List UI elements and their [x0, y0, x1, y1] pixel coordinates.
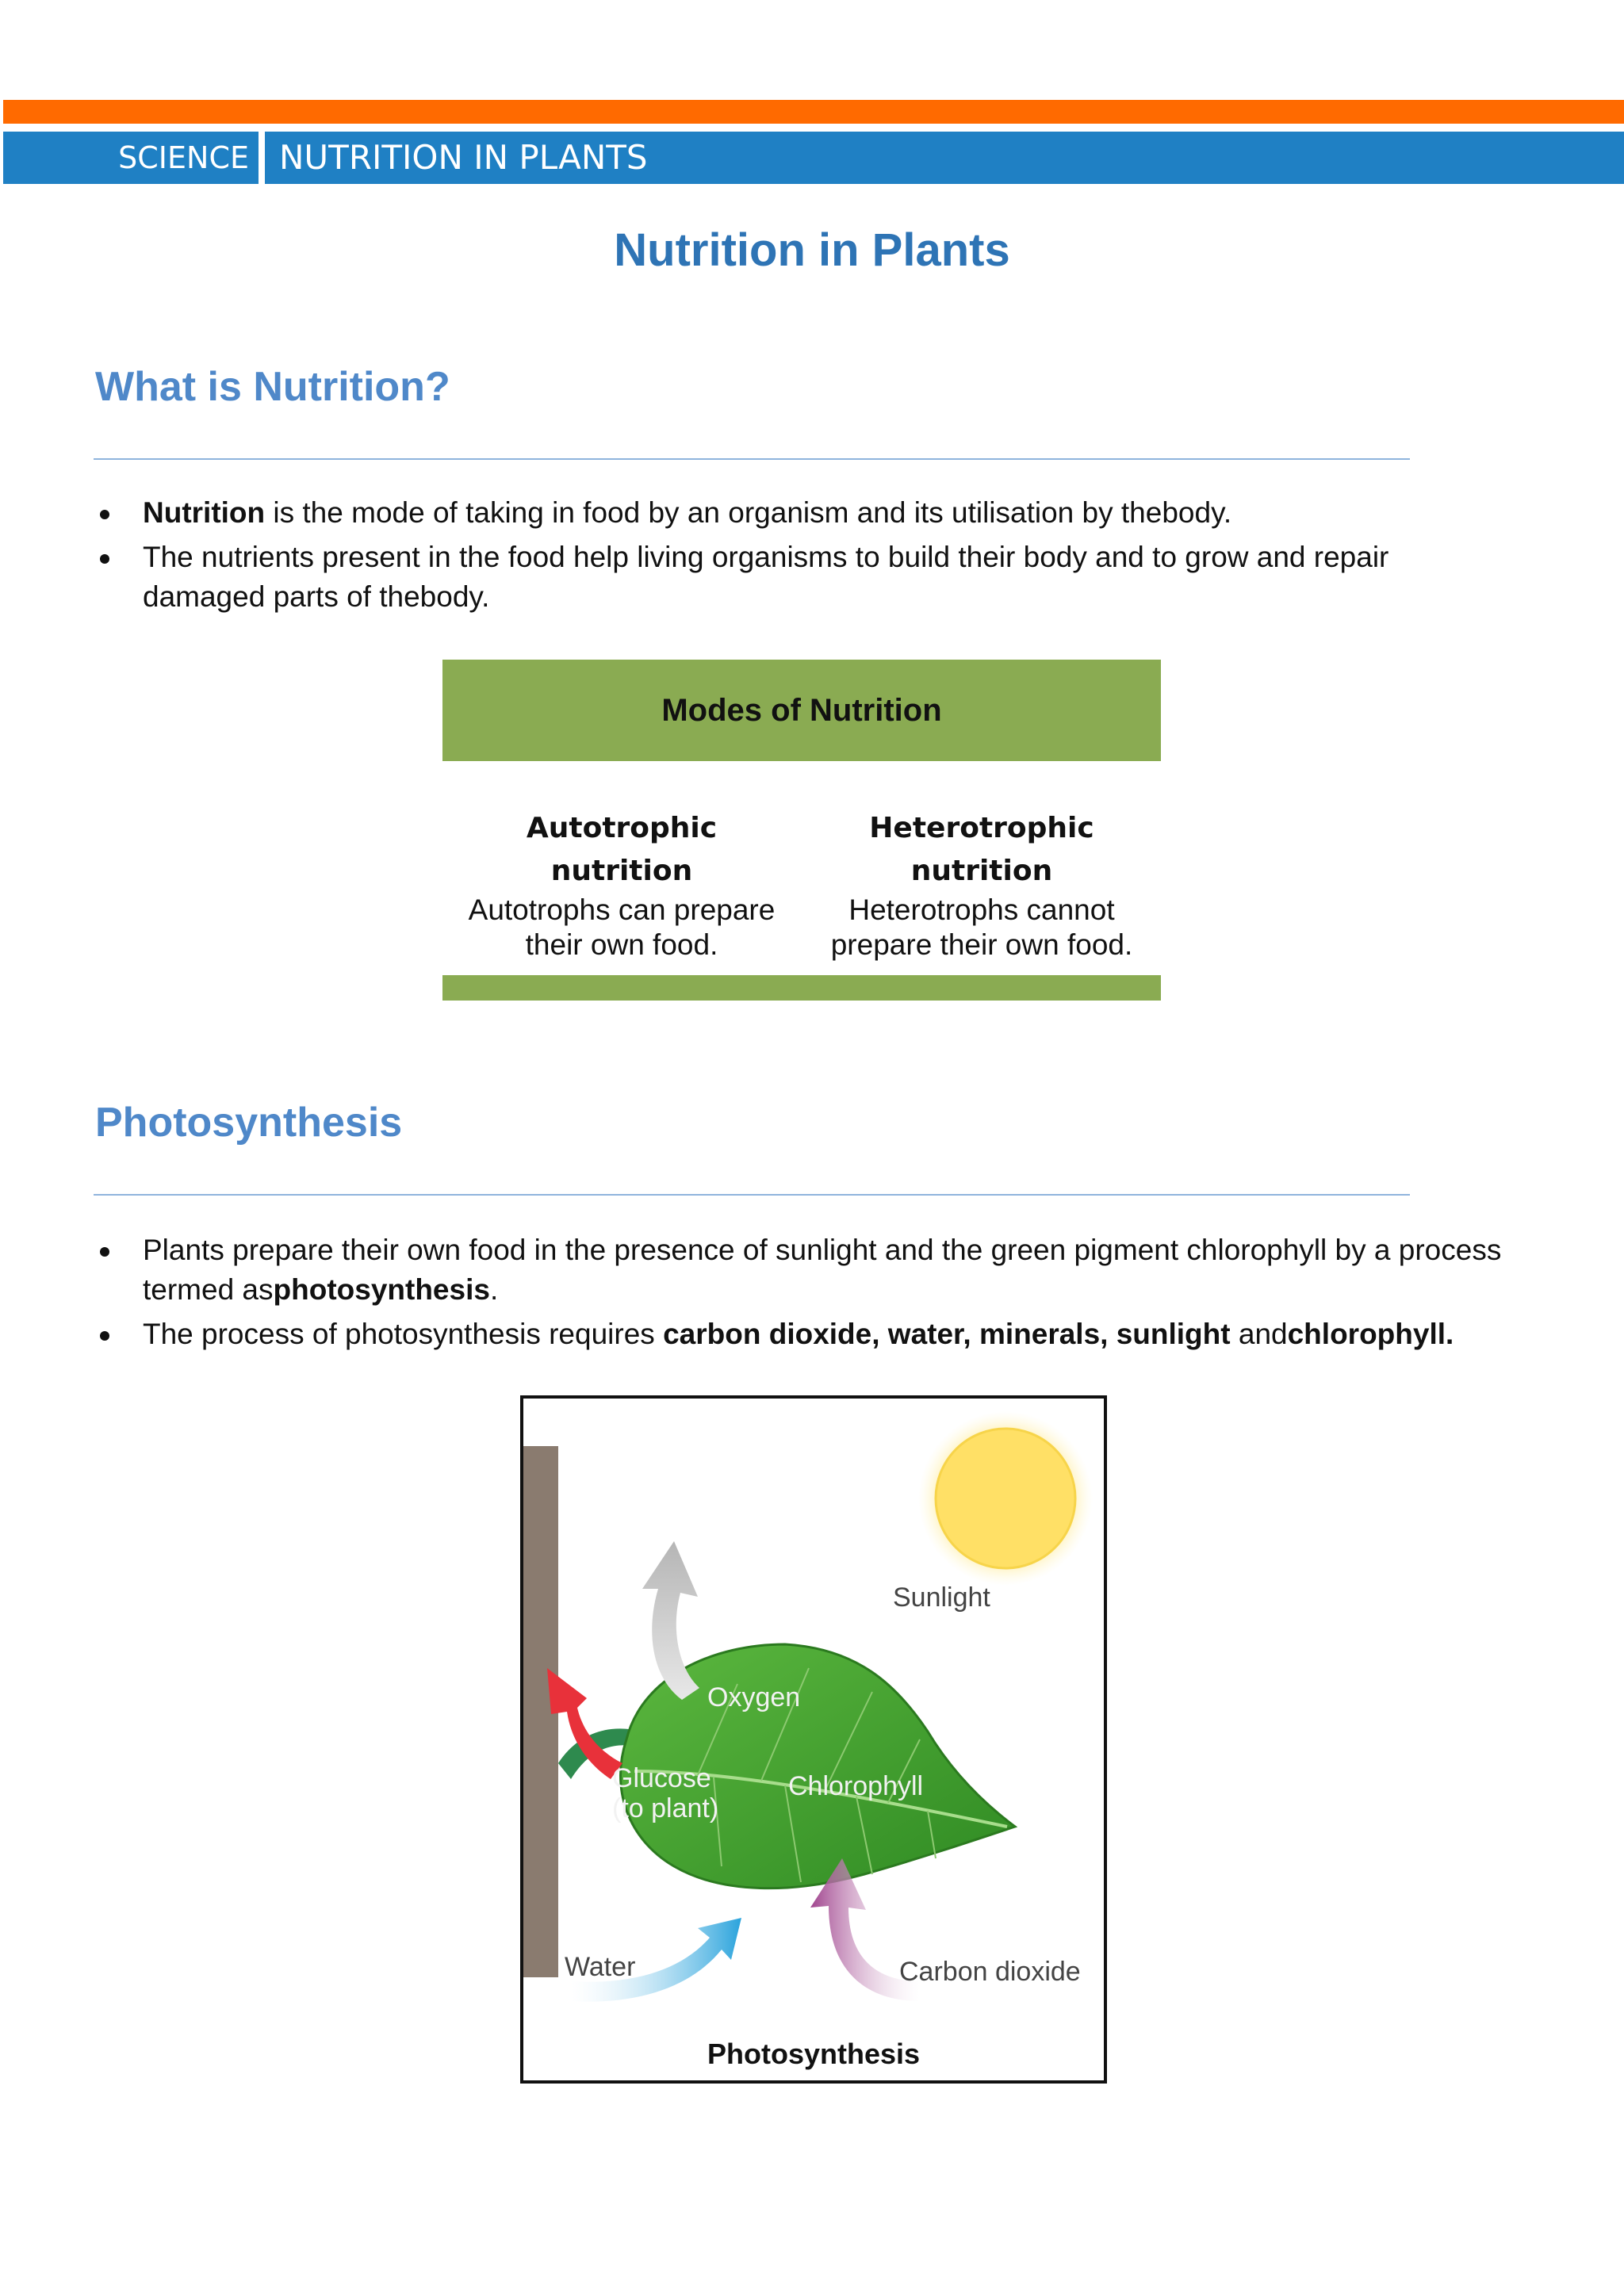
bullet-text-mid: and	[1230, 1318, 1288, 1350]
header-divider	[259, 132, 265, 184]
bullet-end: .	[489, 1273, 499, 1306]
photosynthesis-bullet-list	[143, 1230, 1507, 1359]
autotrophic-description: Autotrophs can prepare their own food.	[468, 894, 776, 961]
glucose-arrow-icon	[547, 1668, 622, 1779]
bullet-text: The nutrients present in the food help living organisms to build their body and to grow and repair damaged parts of thebody.	[143, 541, 1389, 613]
modes-of-nutrition-header: Modes of Nutrition	[442, 660, 1161, 761]
list-item	[143, 1314, 1507, 1354]
list-item	[143, 538, 1507, 617]
list-item	[143, 1230, 1507, 1310]
chapter-label: NUTRITION IN PLANTS	[279, 138, 648, 177]
label-glucose	[612, 1763, 718, 1823]
autotrophic-title: Autotrophic nutrition	[526, 812, 718, 887]
photosynthesis-figure	[520, 1395, 1107, 2084]
heterotrophic-column	[815, 807, 1148, 962]
bullet-text: The process of photosynthesis requires	[143, 1318, 664, 1350]
section-heading-photosynthesis: Photosynthesis	[95, 1100, 403, 1146]
nutrition-bullet-list	[143, 493, 1507, 622]
label-glucose-line2: (to plant)	[612, 1793, 719, 1823]
section-heading-nutrition: What is Nutrition?	[95, 364, 450, 410]
sun-icon	[936, 1429, 1075, 1568]
bullet-text: is the mode of taking in food by an organism and its utilisation by thebody.	[265, 496, 1232, 529]
bullet-text: Plants prepare their own food in the presence of sunlight and the green pigment chlorophyll by a process termed as	[143, 1234, 1502, 1306]
label-sunlight: Sunlight	[893, 1582, 990, 1613]
label-water: Water	[565, 1952, 636, 1982]
subject-label: SCIENCE	[118, 140, 249, 175]
term-requirements: carbon dioxide, water, minerals, sunlight	[663, 1318, 1231, 1350]
section-rule-photosynthesis	[94, 1194, 1410, 1196]
list-item	[143, 493, 1507, 533]
autotrophic-column	[455, 807, 788, 962]
figure-caption: Photosynthesis	[707, 2038, 921, 2070]
modes-of-nutrition-footer	[442, 975, 1161, 1001]
heterotrophic-title: Heterotrophic nutrition	[869, 812, 1094, 887]
heterotrophic-description: Heterotrophs cannot prepare their own food.	[830, 894, 1133, 961]
header-orange-bar	[3, 100, 1624, 124]
section-rule-nutrition	[94, 458, 1410, 460]
term-nutrition: Nutrition	[143, 496, 266, 529]
label-oxygen: Oxygen	[707, 1682, 801, 1712]
page-title: Nutrition in Plants	[614, 224, 1010, 276]
label-chlorophyll: Chlorophyll	[788, 1771, 924, 1801]
term-chlorophyll: chlorophyll.	[1287, 1318, 1454, 1350]
term-photosynthesis: photosynthesis	[273, 1273, 490, 1306]
label-carbon-dioxide: Carbon dioxide	[899, 1957, 1081, 1987]
label-glucose-line1: Glucose	[612, 1763, 711, 1793]
